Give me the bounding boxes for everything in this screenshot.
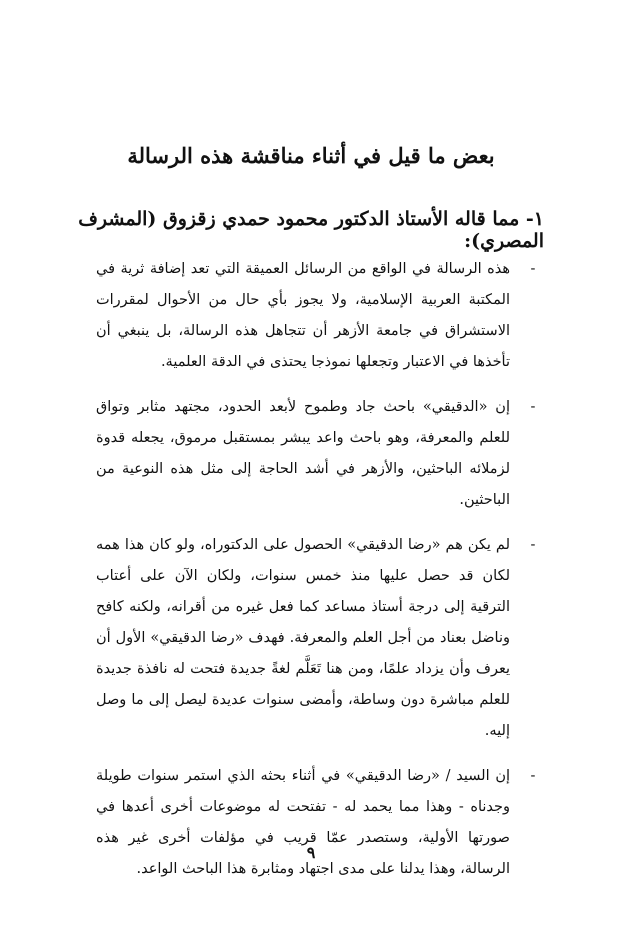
section-heading: ١- مما قاله الأستاذ الدكتور محمود حمدي زقزوق (المشرف المصري): (78, 208, 544, 252)
bullet-dash: - (530, 261, 536, 277)
quote-item-3 (96, 530, 536, 747)
quote-text: هذه الرسالة في الواقع من الرسائل العميقة التي تعد إضافة ثرية في المكتبة العربية الإسلامية، ولا يجوز بأي حال من الأحوال لمقررات الاستشراق في جامعة الأزهر أن تتجاهل هذه الرسالة، بل ينبغي أن تأخذها في الاعتبار وتجعلها نموذجا يحتذى في الدقة العلمية. (96, 261, 510, 370)
page-title: بعض ما قيل في أثناء مناقشة هذه الرسالة (127, 143, 495, 168)
quote-item-1 (96, 254, 536, 378)
quote-text: إن «الدقيقي» باحث جاد وطموح لأبعد الحدود، مجتهد مثابر وتواق للعلم والمعرفة، وهو باحث واعد يبشر بمستقبل مرموق، يجعله قدوة لزملائه الباحثين، والأزهر في أشد الحاجة إلى مثل هذه النوعية من الباحثين. (96, 399, 510, 508)
quote-text: إن السيد / «رضا الدقيقي» في أثناء بحثه الذي استمر سنوات طويلة وجدناه - وهذا مما يحمد له - تفتحت له موضوعات أخرى أعدها في صورتها الأولية، وستصدر عمّا قريب في مؤلفات أخرى غير هذه الرسالة، وهذا يدلنا على مدى اجتهاد ومثابرة هذا الباحث الواعد. (96, 768, 510, 877)
page-number: ٩ (306, 843, 316, 862)
quote-text: لم يكن هم «رضا الدقيقي» الحصول على الدكتوراه، ولو كان هذا همه لكان قد حصل عليها منذ خمس سنوات، ولكان الآن على أعتاب الترقية إلى درجة أستاذ مساعد كما فعل غيره من أقرانه، ولكنه كافح وناضل بعناد من أجل العلم والمعرفة. فهدف «رضا الدقيقي» الأول أن يعرف وأن يزداد علمًا، ومن هنا تَعَلَّم لغةً جديدة فتحت له نافذة جديدة للعلم مباشرة دون وساطة، وأمضى سنوات عديدة ليصل إلى ما وصل إليه. (96, 537, 510, 739)
quote-list (96, 254, 536, 899)
quote-item-4 (96, 761, 536, 885)
bullet-dash: - (530, 399, 536, 415)
bullet-dash: - (530, 537, 536, 553)
bullet-dash: - (530, 768, 536, 784)
quote-item-2 (96, 392, 536, 516)
